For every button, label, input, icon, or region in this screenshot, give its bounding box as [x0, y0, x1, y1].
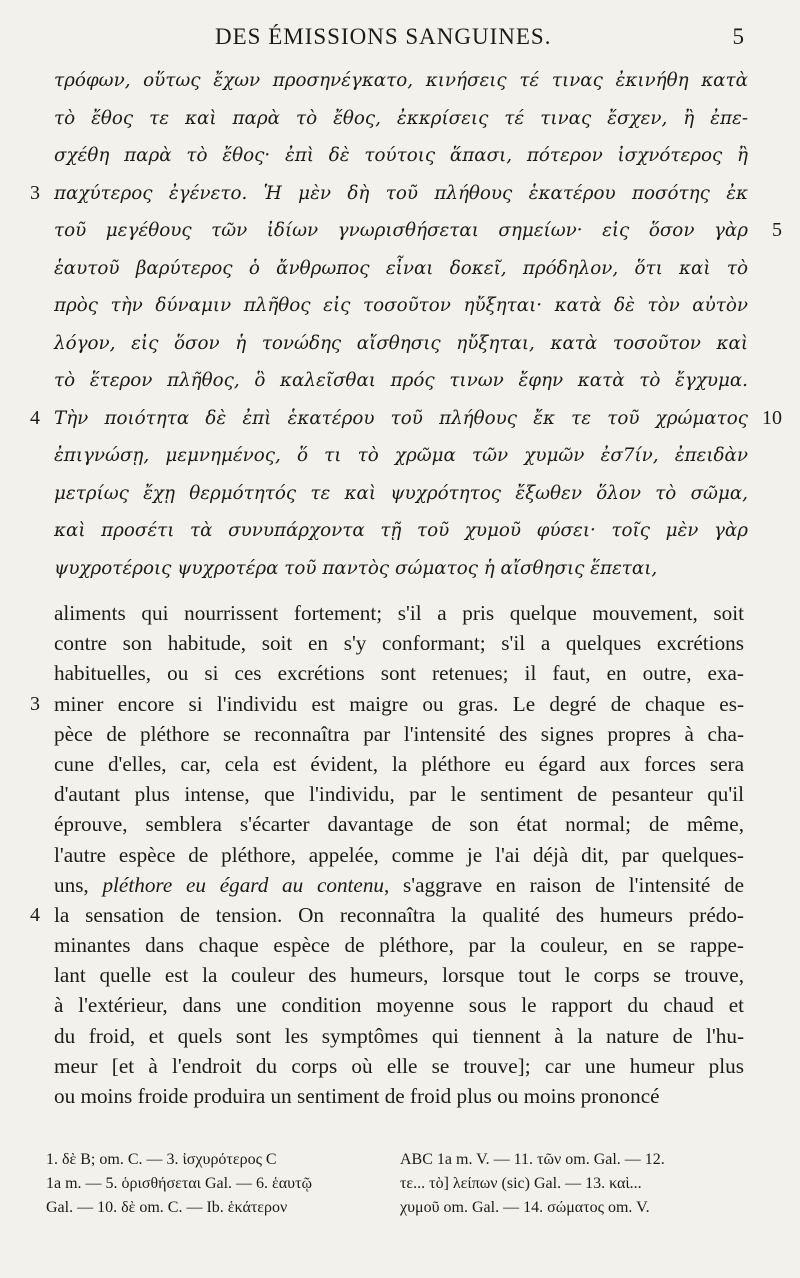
- french-line-text: à l'extérieur, dans une condition moyenne sous le rapport du chaud et: [54, 993, 744, 1018]
- french-translation-block: [30, 598, 744, 1111]
- french-line-text: meur [et à l'endroit du corps où elle se trouve]; car une humeur plus: [54, 1053, 744, 1078]
- greek-text-block: [30, 62, 782, 587]
- footnote-left-column: 1a m. — 5. ὁρισθήσεται Gal. — 6. ἑαυτῷ: [46, 1175, 313, 1192]
- footnote-right-column: χυμοῦ om. Gal. — 14. σώματος om. V.: [400, 1199, 650, 1216]
- greek-line-text: καὶ προσέτι τὰ συνυπάρχοντα τῇ τοῦ χυμοῦ φύσει· τοῖς μὲν γὰρ: [54, 520, 748, 541]
- greek-line-text: ἐπιγνώσῃ, μεμνημένος, ὅ τι τὸ χρῶμα τῶν χυμῶν ἐσ7ίν, ἐπειδὰν: [54, 445, 748, 466]
- french-line-text: du froid, et quels sont les symptômes qui tiennent à la nature de l'hu-: [54, 1023, 744, 1048]
- greek-line-text: τὸ ἕτερον πλῆθος, ὃ καλεῖσθαι πρός τινων ἔφην κατὰ τὸ ἔγχυμα.: [54, 370, 748, 391]
- french-line: [54, 990, 744, 1020]
- greek-line-text: Τὴν ποιότητα δὲ ἐπὶ ἑκατέρου τοῦ πλήθους ἔκ τε τοῦ χρώματος: [54, 407, 748, 429]
- running-head: DES ÉMISSIONS SANGUINES.: [215, 24, 552, 49]
- footnote-line: [46, 1148, 756, 1172]
- greek-line: [54, 287, 748, 325]
- footnote-right-column: τε... τὸ] λείπων (sic) Gal. — 13. καὶ...: [400, 1175, 642, 1192]
- french-line: [54, 779, 744, 809]
- greek-line-text: λόγον, εἰς ὅσον ἡ τονώδης αἴσθησις ηὔξηται, κατὰ τοσοῦτον καὶ: [54, 332, 748, 354]
- french-line: [54, 1051, 744, 1081]
- french-line: [54, 719, 744, 749]
- footnote-left-column: Gal. — 10. δὲ om. C. — Ib. ἑκάτερον: [46, 1199, 288, 1216]
- greek-line: [54, 475, 748, 513]
- greek-line: [54, 362, 748, 400]
- greek-line-text: τὸ ἔθος τε καὶ παρὰ τὸ ἔθος, ἐκκρίσεις τέ τινας ἔσχεν, ἢ ἐπε-: [54, 107, 748, 129]
- footnote-left-column: 1. δὲ B; om. C. — 3. ἰσχυρότερος C: [46, 1151, 277, 1168]
- french-line: [54, 840, 744, 870]
- section-number: 3: [30, 692, 40, 715]
- line-number: 5: [772, 219, 782, 241]
- french-line: [54, 960, 744, 990]
- greek-line: [54, 550, 748, 588]
- french-line-text: uns, pléthore eu égard au contenu, s'aggrave en raison de l'intensité de: [54, 872, 744, 897]
- greek-line: [54, 137, 748, 175]
- french-line: [54, 628, 744, 658]
- french-line-text: d'autant plus intense, que l'individu, par le sentiment de pesanteur qu'il: [54, 782, 744, 807]
- section-number: 3: [30, 181, 40, 204]
- footnote-line: [46, 1196, 756, 1220]
- french-line-text: lant quelle est la couleur des humeurs, lorsque tout le corps se trouve,: [54, 963, 744, 988]
- french-line-text: minantes dans chaque espèce de pléthore, par la couleur, en se rappe-: [54, 933, 744, 958]
- french-line-text: éprouve, semblera s'écarter davantage de son état normal; de même,: [54, 812, 744, 837]
- greek-line-text: ψυχροτέροις ψυχροτέρα τοῦ παντὸς σώματος ἡ αἴσθησις ἕπεται,: [54, 557, 658, 579]
- line-number: 10: [762, 406, 782, 429]
- greek-line: [54, 100, 748, 138]
- greek-line-text: σχέθη παρὰ τὸ ἔθος· ἐπὶ δὲ τούτοις ἅπασι, πότερον ἰσχνότερος ἢ: [54, 145, 748, 166]
- greek-line-text: παχύτερος ἐγένετο. Ἡ μὲν δὴ τοῦ πλήθους ἑκατέρου ποσότης ἐκ: [54, 182, 748, 204]
- french-line-text: cune d'elles, car, cela est évident, la pléthore eu égard aux forces sera: [54, 751, 744, 776]
- footnotes: [46, 1148, 756, 1220]
- french-line-text: pèce de pléthore se reconnaîtra par l'intensité des signes propres à cha-: [54, 721, 744, 746]
- page-number: 5: [732, 24, 744, 49]
- greek-line: [30, 400, 782, 438]
- french-line: [54, 930, 744, 960]
- section-number: 4: [30, 903, 40, 926]
- greek-line-text: ἑαυτοῦ βαρύτερος ὁ ἄνθρωπος εἶναι δοκεῖ, πρόδηλον, ὅτι καὶ τὸ: [54, 257, 748, 279]
- french-line-text: la sensation de tension. On reconnaîtra la qualité des humeurs prédo-: [54, 902, 744, 927]
- french-line-text: miner encore si l'individu est maigre ou gras. Le degré de chaque es-: [54, 691, 744, 716]
- greek-line-text: πρὸς τὴν δύναμιν πλῆθος εἰς τοσοῦτον ηὔξηται· κατὰ δὲ τὸν αὐτὸν: [54, 295, 748, 316]
- section-number: 4: [30, 406, 40, 429]
- french-line: [54, 809, 744, 839]
- french-line-text: aliments qui nourrissent fortement; s'il a pris quelque mouvement, soit: [54, 601, 744, 625]
- french-line-text: ou moins froide produira un sentiment de froid plus ou moins prononcé: [54, 1084, 660, 1108]
- page-header: [0, 22, 800, 56]
- french-line: [30, 900, 744, 930]
- french-line: [54, 1021, 744, 1051]
- greek-line: [30, 175, 748, 213]
- greek-line: [54, 62, 748, 100]
- greek-line-text: τοῦ μεγέθους τῶν ἰδίων γνωρισθήσεται σημείων· εἰς ὅσον γὰρ: [54, 220, 748, 241]
- french-line: [30, 689, 744, 719]
- french-line: [54, 598, 744, 628]
- greek-line: [54, 250, 748, 288]
- greek-line: [54, 212, 782, 250]
- greek-line-text: μετρίως ἔχῃ θερμότητός τε καὶ ψυχρότητος ἔξωθεν ὅλον τὸ σῶμα,: [54, 482, 748, 504]
- french-line-text: contre son habitude, soit en s'y conformant; s'il a quelques excrétions: [54, 631, 744, 656]
- french-line: [54, 749, 744, 779]
- greek-line: [54, 437, 748, 475]
- footnote-line: [46, 1172, 756, 1196]
- french-line: [54, 1081, 744, 1111]
- french-line-text: habituelles, ou si ces excrétions sont retenues; il faut, en outre, exa-: [54, 661, 744, 686]
- greek-line: [54, 325, 748, 363]
- french-line-text: l'autre espèce de pléthore, appelée, comme je l'ai déjà dit, par quelques-: [54, 842, 744, 867]
- french-line: [54, 658, 744, 688]
- greek-line: [54, 512, 748, 550]
- french-line: [54, 870, 744, 900]
- footnote-right-column: ABC 1a m. V. — 11. τῶν om. Gal. — 12.: [400, 1151, 665, 1168]
- greek-line-text: τρόφων, οὕτως ἔχων προσηνέγκατο, κινήσεις τέ τινας ἐκινήθη κατὰ: [54, 70, 748, 91]
- emphasized-term: pléthore eu égard au contenu: [102, 872, 385, 897]
